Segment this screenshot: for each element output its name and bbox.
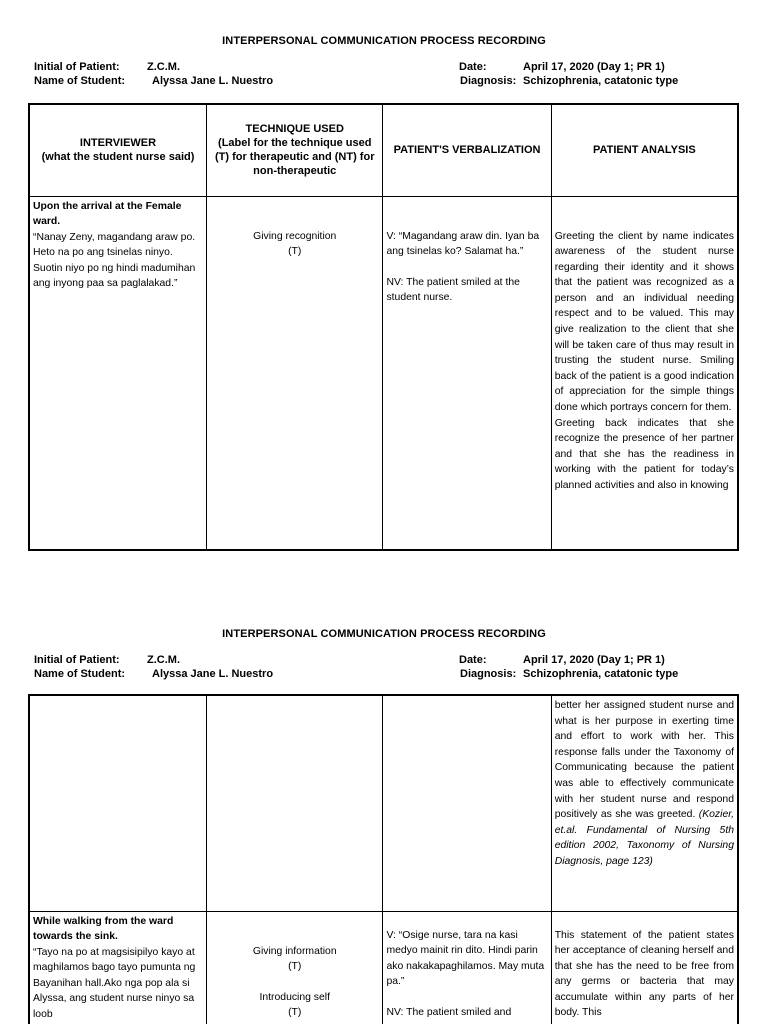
diagnosis-value: Schizophrenia, catatonic type [523, 668, 679, 680]
technique-cell [207, 196, 383, 550]
page-title: INTERPERSONAL COMMUNICATION PROCESS RECORDING [222, 628, 546, 640]
col-interviewer: INTERVIEWER (what the student nurse said) [29, 104, 207, 196]
context-text: While walking from the ward towards the sink. [33, 915, 174, 943]
interviewer-cell [29, 911, 207, 1024]
analysis-cell [551, 196, 738, 550]
initial-value: Z.C.M. [147, 61, 180, 73]
interviewer-text: “Tayo na po at magsisipilyo kayo at maghilamos bago tayo pumunta ng Bayanihan hall.Ako nga pop ala si Alyssa, ang student nurse ninyo sa loob [33, 946, 196, 1021]
technique-text-2: Introducing self (T) [259, 991, 330, 1019]
technique-text: Giving recognition (T) [253, 230, 337, 258]
technique-text-1: Giving information (T) [252, 945, 337, 973]
col-analysis: PATIENT ANALYSIS [551, 104, 738, 196]
initial-value: Z.C.M. [147, 654, 180, 666]
interviewer-cell [29, 196, 207, 550]
diagnosis-label: Diagnosis: [460, 668, 517, 680]
analysis-text: Greeting the client by name indicates awareness of the student nurse regarding their identity and it shows that the patient was recognized as a person and an individual needing respect and to be valued. This may give realization to the client that she will be taken care of thus may result in trusting the student nurse. Smiling back of the patient is a good indication of appreciation for the simple things done which portrays concern for them. [554, 230, 734, 414]
student-label: Name of Student: [34, 668, 126, 680]
technique-cell [207, 911, 383, 1024]
date-label: Date: [459, 654, 487, 666]
verbal-text: V: “Magandang araw din. Iyan ba ang tsinelas ko? Salamat ha.” [386, 230, 540, 258]
page-title: INTERPERSONAL COMMUNICATION PROCESS RECORDING [222, 35, 546, 47]
verbalization-cell [383, 196, 551, 550]
initial-label: Initial of Patient: [34, 61, 120, 73]
context-text: Upon the arrival at the Female ward. [33, 200, 182, 228]
diagnosis-label: Diagnosis: [460, 75, 517, 87]
recording-table-cont [28, 694, 739, 1024]
citation-text: (Kozier, et.al. Fundamental of Nursing 5th edition 2002, Taxonomy of Nursing Diagnosis, page 123) [554, 809, 734, 867]
analysis-cont-cell [551, 695, 738, 911]
interviewer-text: “Nanay Zeny, magandang araw po. Heto na po ang tsinelas ninyo. Suotin niyo po ng hindi madumihan ang inyong paa sa paglalakad.” [33, 231, 196, 290]
col-verbalization: PATIENT'S VERBALIZATION [383, 104, 551, 196]
analysis-cell [551, 911, 738, 1024]
date-value: April 17, 2020 (Day 1; PR 1) [523, 61, 665, 73]
verbalization-cell [383, 911, 551, 1024]
date-value: April 17, 2020 (Day 1; PR 1) [523, 654, 665, 666]
analysis-cont-text: better her assigned student nurse and what is her purpose in exerting time and effort to work with her. This response falls under the Taxonomy of Communicating because the patient was able to effectively communicate with her student nurse and respond positively as she was greeted. [554, 700, 734, 821]
verbal-text: V: “Osige nurse, tara na kasi medyo mainit rin dito. Hindi parin ako nakakapaghilamos. May muta pa.” [386, 929, 545, 988]
page-2 [0, 596, 768, 1024]
analysis-text-2: Greeting back indicates that she recognize the presence of her partner and that she has the readiness in working with the patient for today’s planned activities and also in knowing [554, 417, 734, 491]
initial-label: Initial of Patient: [34, 654, 120, 666]
student-label: Name of Student: [34, 75, 126, 87]
recording-table [28, 103, 739, 551]
col-technique: TECHNIQUE USED (Label for the technique used (T) for therapeutic and (NT) for non-therapeutic [207, 104, 383, 196]
student-value: Alyssa Jane L. Nuestro [152, 75, 274, 87]
nonverbal-text: NV: The patient smiled and [386, 1006, 512, 1018]
diagnosis-value: Schizophrenia, catatonic type [523, 75, 679, 87]
analysis-text: This statement of the patient states her acceptance of cleaning herself and that she has the need to be free from any germs or bacteria that may accumulate within any parts of her body. This [554, 929, 734, 1019]
date-label: Date: [459, 61, 487, 73]
student-value: Alyssa Jane L. Nuestro [152, 668, 274, 680]
nonverbal-text: NV: The patient smiled at the student nurse. [386, 276, 520, 304]
